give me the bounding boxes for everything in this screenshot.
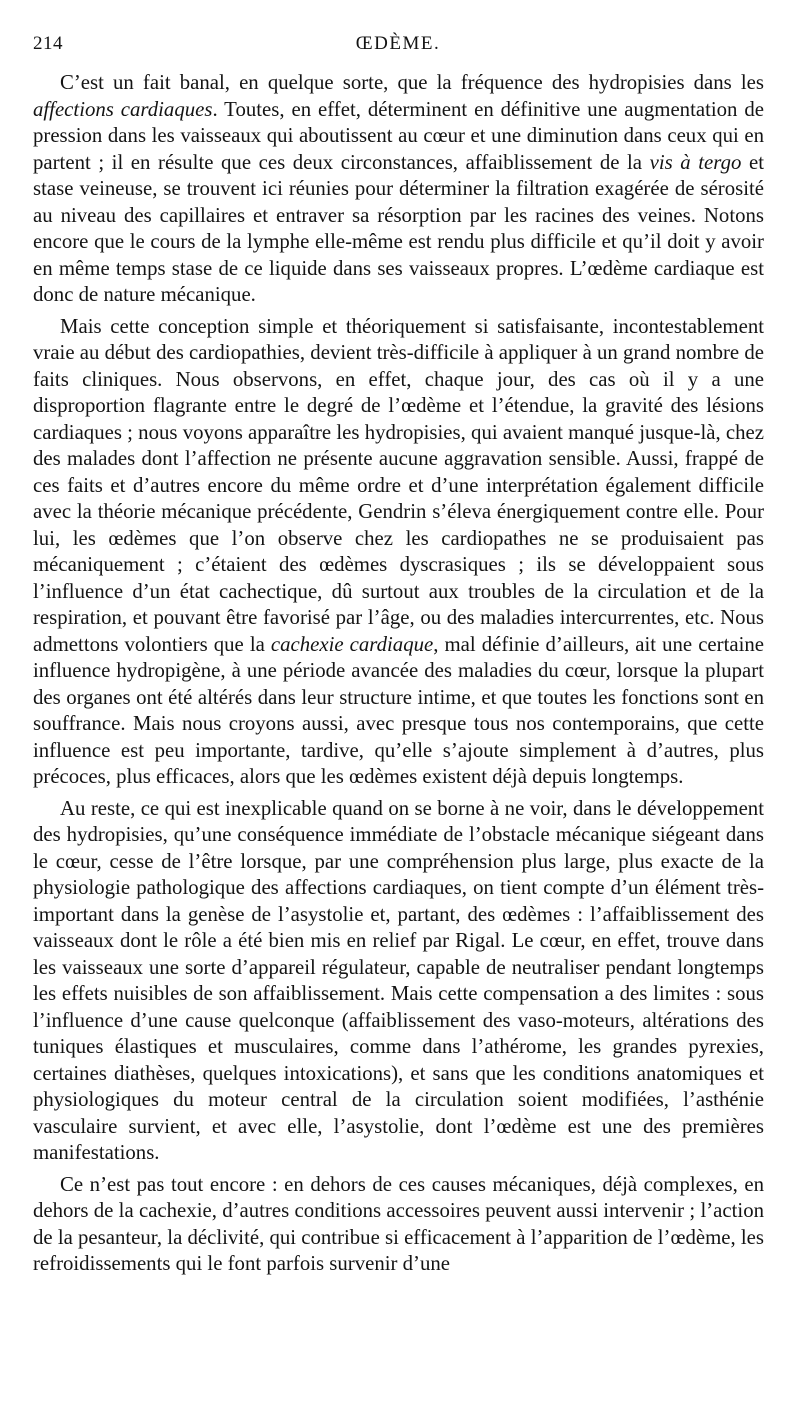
italic-term: cachexie cardiaque (270, 632, 434, 656)
paragraph-2 (33, 314, 764, 791)
paragraph-text: Mais cette conception simple et théoriquement si satisfaisante, incontestablement vraie au début des cardiopathies, devient très-difficile à appliquer à un grand nombre de faits cliniques. Nous observons, en effet, chaque jour, des cas où il y a une disproportion flagrante entre le degré de l’œdème et l’étendue, la gravité des lésions cardiaques ; nous voyons apparaître les hydropisies, qui avaient manqué jusque-là, chez des malades dont l’affection ne présente aucune aggravation sensible. Aussi, frappé de ces faits et d’autres encore du même ordre et d’une interprétation également difficile avec la théorie mécanique précédente, Gendrin s’éleva énergiquement contre elle. Pour lui, les œdèmes que l’on observe chez les cardiopathes ne se produisaient pas mécaniquement ; c’étaient des œdèmes dyscrasiques ; ils se développaient sous l’influence d’un état cachectique, dû surtout aux troubles de la circulation et de la respiration, et pouvant être favorisé par l’âge, ou des maladies intercurrentes, etc. Nous admettons volontiers que la (33, 314, 764, 656)
paragraph-text: , mal définie d’ailleurs, ait une certaine influence hydropigène, à une période avancée des maladies du cœur, lorsque la plupart des organes ont été altérés dans leur structure intime, et que toutes les fonctions sont en souffrance. Mais nous croyons aussi, avec presque tous nos contemporains, que cette influence est peu importante, tardive, qu’elle s’ajoute simplement à d’autres, plus précoces, plus efficaces, alors que les œdèmes existent déjà depuis longtemps. (33, 632, 764, 788)
page-number: 214 (33, 33, 63, 54)
paragraph-1 (33, 70, 764, 309)
paragraph-text: C’est un fait banal, en quelque sorte, que la fréquence des hydropisies dans les (60, 71, 764, 94)
italic-term: affections cardiaques (33, 97, 213, 121)
paragraph-text: . Toutes, en effet, déterminent en définitive une augmentation de pression dans les vaisseaux qui aboutissent au cœur et une diminution dans ceux qui en partent ; il en résulte que ces deux circonstances, affaiblissement de la (33, 97, 764, 174)
paragraph-text: et stase veineuse, se trouvent ici réunies pour déterminer la filtration exagérée de sérosité au niveau des capillaires et entraver sa résorption par les racines des veines. Notons encore que le cours de la lymphe elle-même est rendu plus difficile et qu’il doit y avoir en même temps stase de ce liquide dans ses vaisseaux propres. L’œdème cardiaque est donc de nature mécanique. (33, 150, 765, 306)
running-title: ŒDÈME. (355, 33, 441, 54)
page-body (33, 70, 764, 1283)
paragraph-4 (33, 1172, 764, 1278)
page-header (33, 33, 763, 59)
paragraph-text: Au reste, ce qui est inexplicable quand on se borne à ne voir, dans le développement des hydropisies, qu’une conséquence immédiate de l’obstacle mécanique siégeant dans le cœur, cesse de l’être lorsque, par une compréhension plus large, plus exacte de la physiologie pathologique des affections cardiaques, on tient compte d’un élément très-important dans la genèse de l’asystolie et, partant, des œdèmes : l’affaiblissement des vaisseaux dont le rôle a été bien mis en relief par Rigal. Le cœur, en effet, trouve dans les vaisseaux une sorte d’appareil régulateur, capable de neutraliser pendant longtemps les effets nuisibles de son affaiblissement. Mais cette compensation a des limites : sous l’influence d’une cause quelconque (affaiblissement des vaso-moteurs, altérations des tuniques élastiques et musculaires, comme dans l’athérome, les grandes pyrexies, certaines diathèses, quelques intoxications), et sans que les conditions anatomiques et physiologiques du moteur central de la circulation soient modifiées, l’asthénie vasculaire survient, et avec elle, l’asystolie, dont l’œdème est une des premières manifestations. (33, 796, 764, 1164)
paragraph-3 (33, 796, 764, 1167)
paragraph-text: Ce n’est pas tout encore : en dehors de ces causes mécaniques, déjà complexes, en dehors de la cachexie, d’autres conditions accessoires peuvent aussi intervenir ; l’action de la pesanteur, la déclivité, qui contribue si efficacement à l’apparition de l’œdème, les refroidissements qui le font parfois survenir d’une (33, 1172, 764, 1275)
italic-term: vis à tergo (649, 150, 742, 174)
